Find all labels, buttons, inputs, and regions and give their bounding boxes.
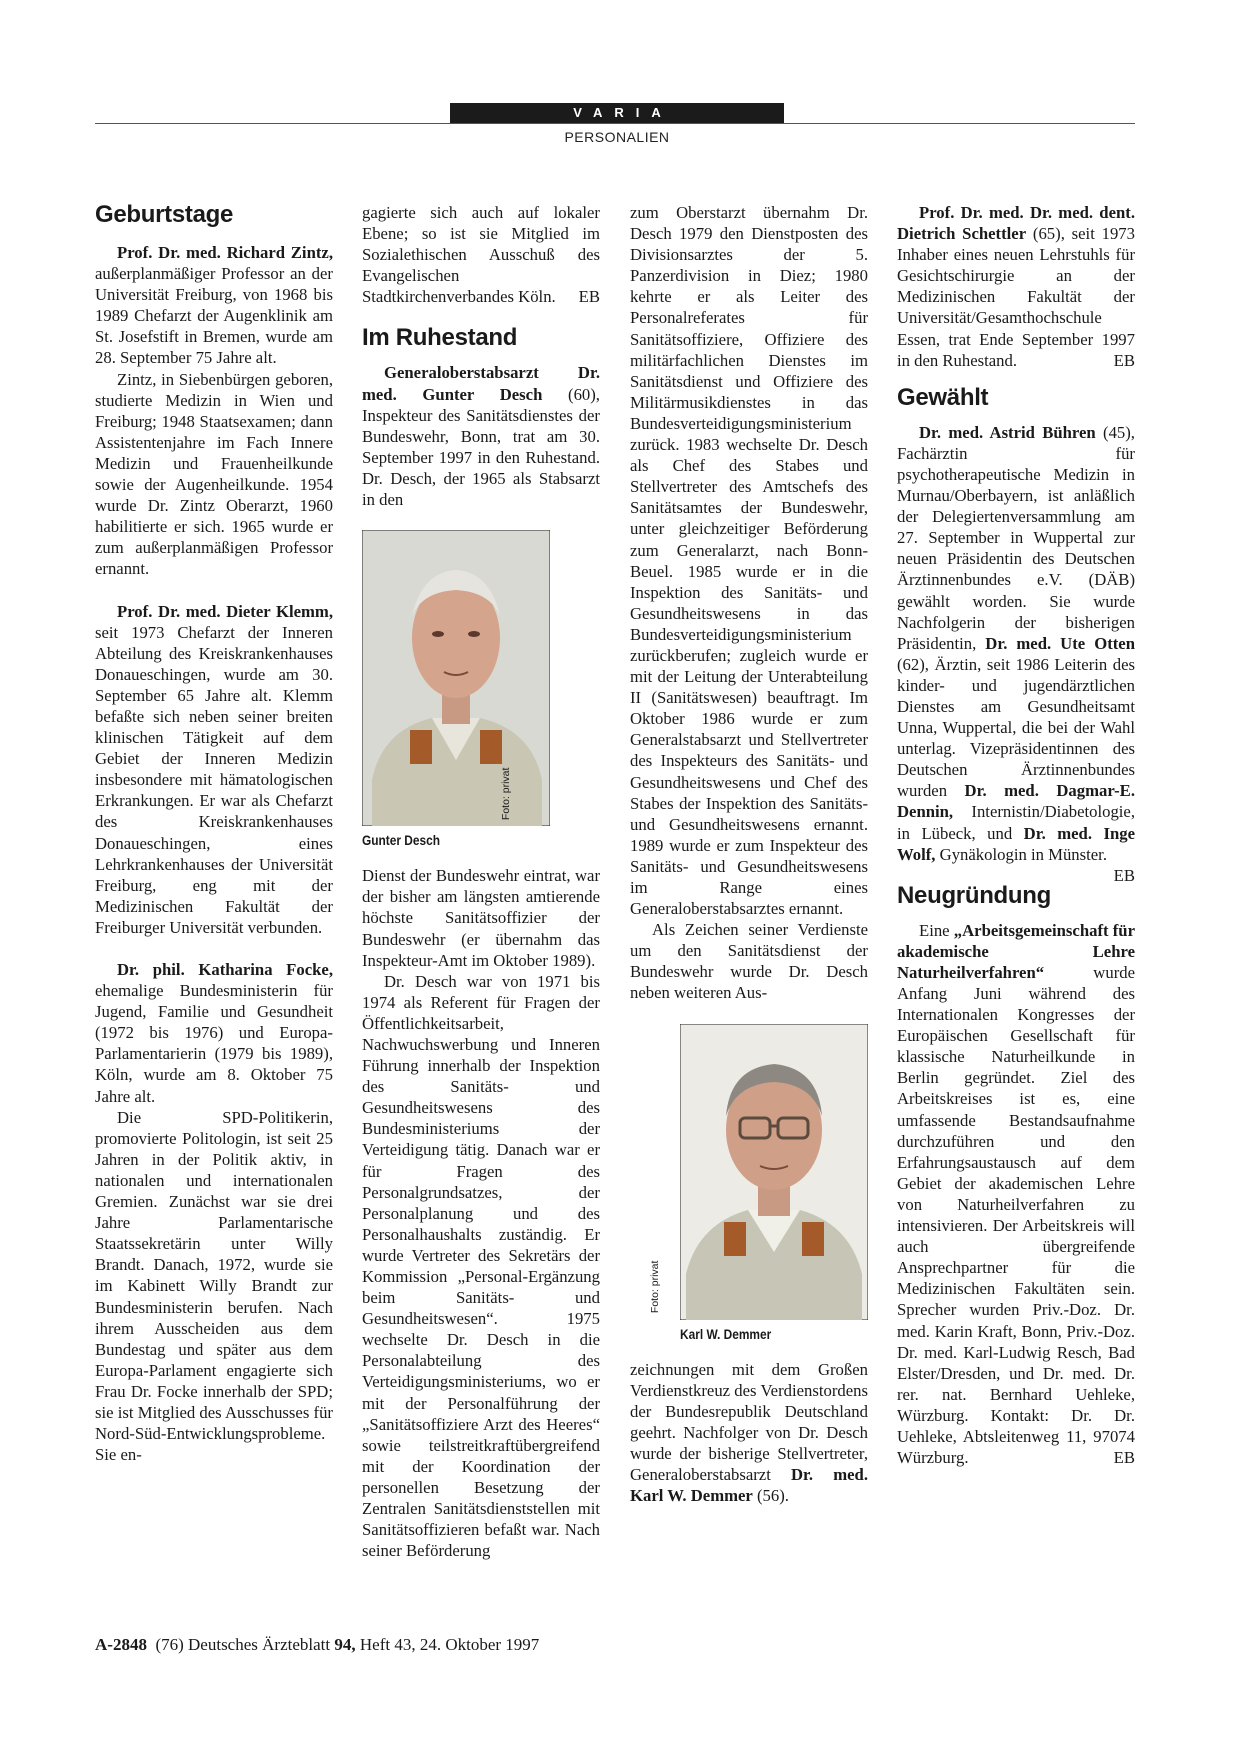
photo-frame xyxy=(362,530,550,826)
portrait-image xyxy=(362,530,550,826)
body-paragraph: Dienst der Bundeswehr eintrat, war der bisher am längsten amtierende höchste Sanitätsoffizier der Bundeswehr (er übernahm das Inspekteur-Amt im Oktober 1989). xyxy=(362,866,600,970)
author-initials: EB xyxy=(1113,865,1135,885)
body-text: (65), seit 1973 Inhaber eines neuen Lehrstuhls für Gesichtschirurgie an der Medizinischen Fakultät der Universität/Gesamthochschule Essen, trat Ende September 1997 in den Ruhestand. xyxy=(897,224,1135,370)
article-focke xyxy=(95,959,333,1107)
body-paragraph: Zintz, in Siebenbürgen geboren, studierte Medizin in Wien und Freiburg; 1948 Staatsexamen; dann Assistentenjahre im Fach Innere Medizin und Frauenheilkunde sowie der Augenheilkunde. 1954 wurde Dr. Zintz Oberarzt, 1960 habilitierte er sich. 1965 wurde er zum außerplanmäßigen Professor ernannt. xyxy=(95,369,333,579)
body-text: ehemalige Bundesministerin für Jugend, Familie und Gesundheit (1972 bis 1976) und Europa-Parlamentarierin (1979 bis 1989), Köln, wurde am 8. Oktober 75 Jahre alt. xyxy=(95,981,333,1106)
body-paragraph xyxy=(630,1359,868,1507)
author-initials: EB xyxy=(1113,350,1135,370)
body-text: (62), Ärztin, seit 1986 Leiterin des kinder- und jugendärztlichen Dienstes am Gesundheitsamt Unna, Wuppertal, die bei der Wahl unterlag. Vizepräsidentinnen des Deutschen Ärztinnenbundes wurden xyxy=(897,654,1135,801)
column-3 xyxy=(630,202,868,1506)
issue-date: Heft 43, 24. Oktober 1997 xyxy=(355,1635,540,1654)
author-initials: EB xyxy=(1113,1448,1135,1468)
heading-neugruendung: Neugründung xyxy=(897,881,1052,909)
person-name: Prof. Dr. med. Dr. med. dent. Dietrich Schettler xyxy=(897,203,1135,244)
person-name: Prof. Dr. med. Richard Zintz, xyxy=(117,243,333,262)
column-2 xyxy=(362,202,600,1561)
article-klemm xyxy=(95,601,333,939)
page-footer xyxy=(95,1635,539,1655)
journal-name: (76) Deutsches Ärzteblatt xyxy=(146,1635,335,1654)
photo-credit: Foto: privat xyxy=(648,1261,661,1314)
heading-gewaehlt: Gewählt xyxy=(897,383,989,411)
person-name: Dr. med. Inge Wolf, xyxy=(897,823,1135,864)
person-name: Dr. phil. Katharina Focke, xyxy=(117,960,333,979)
body-text: (56). xyxy=(752,1486,789,1506)
heading-geburtstage: Geburtstage xyxy=(95,201,234,228)
body-text: Internistin/Diabetologie, in Lübeck, und xyxy=(897,802,1135,843)
photo-caption: Gunter Desch xyxy=(362,832,441,849)
person-name: Dr. med. Dagmar-E. Dennin, xyxy=(897,781,1135,822)
person-name: Dr. med. Karl W. Demmer xyxy=(630,1465,869,1506)
body-paragraph xyxy=(362,202,600,307)
photo-gunter-desch xyxy=(362,530,600,851)
body-paragraph: Als Zeichen seiner Verdienste um den Sanitätsdienst der Bundeswehr wurde Dr. Desch neben weiteren Aus- xyxy=(630,920,868,1003)
heading-im-ruhestand: Im Ruhestand xyxy=(362,324,518,352)
person-name: Prof. Dr. med. Dieter Klemm, xyxy=(117,601,333,621)
body-text: gagierte sich auch auf lokaler Ebene; so ist sie Mitglied im Sozialethischen Ausschuß des Evangelischen Stadtkirchenverbandes Köln. xyxy=(362,203,600,307)
body-paragraph: Dr. Desch war von 1971 bis 1974 als Referent für Fragen der Öffentlichkeitsarbeit, Nachwuchswerbung und Inneren Führung innerhalb der Inspektion des Sanitäts- und Gesundheitswesens des Bundesministeriums der Verteidigung tätig. Danach war er für Fragen des Personalgrundsatzes, der Personalplanung und des Personalhaushalts zuständig. Er wurde Vertreter des Sekretärs der Kommission „Personal-Ergänzung beim Sanitäts- und Gesundheitswesen“. 1975 wechselte Dr. Desch in die Personalabteilung des Verteidigungsministeriums, wo er mit der Personalführung der „Sanitätsoffiziere Arzt des Heeres“ sowie teilstreitkraftübergreifend mit der Koordination der personellen Besetzung der Zentralen Sanitätsdienststellen mit Sanitätsoffizieren befaßt war. Nach seiner Beförderung xyxy=(362,971,600,1561)
photo-frame xyxy=(648,1024,868,1320)
organization-name: „Arbeitsgemeinschaft für akademische Lehre Naturheilverfahren“ xyxy=(897,920,1135,982)
body-text: Eine xyxy=(919,920,954,940)
body-text: seit 1973 Chefarzt der Inneren Abteilung des Kreiskrankenhauses Donaueschingen, wurde am 30. September 65 Jahre alt. Klemm befaßte sich neben seiner breiten klinischen Tätigkeit auf dem Gebiet der Inneren Medizin insbesondere mit hämatologischen Erkrankungen. Er war als Chefarzt des Kreiskrankenhauses Donaueschingen, eines Lehrkrankenhauses der Universität Freiburg, eng mit der Medizinischen Fakultät der Freiburger Universität verbunden. xyxy=(95,622,333,937)
person-name: Dr. med. Ute Otten xyxy=(985,633,1135,653)
article-desch xyxy=(362,362,600,510)
body-paragraph: zum Oberstarzt übernahm Dr. Desch 1979 den Dienstposten des Divisionsarztes der 5. Panzerdivision in Diez; 1980 kehrte er als Leiter des Personalreferates für Sanitätsoffiziere, Offiziere des militärfachlichen Dienstes im Sanitätsdienst und Offiziere des Militärmusikdienstes in das Bundesverteidigungsministerium zurück. 1983 wechselte Dr. Desch als Chef des Stabes und Stellvertreter des Amtschefs des Sanitätsamtes der Bundeswehr, unter gleichzeitiger Beförderung zum Generalarzt, nach Bonn-Beuel. 1985 wurde er in die Inspektion des Sanitäts- und Gesundheitswesens in das Bundesverteidigungsministerium zurückberufen; zugleich wurde er mit der Leitung der Unterabteilung II (Sanitätswesen) beauftragt. Im Oktober 1986 wurde er zum Generalstabsarzt und Stellvertreter des Inspekteurs des Sanitäts- und Gesundheitswesens und Chef des Stabes der Inspektion des Sanitäts- und Gesundheitswesens ernannt. 1989 wurde er zum Inspekteur des Sanitäts- und Gesundheitswesens im Range eines Generaloberstabsarztes ernannt. xyxy=(630,203,868,919)
portrait-image xyxy=(680,1024,868,1320)
body-paragraph: Die SPD-Politikerin, promovierte Politologin, ist seit 25 Jahren in der Politik aktiv, in nationalen und internationalen Gremien. Zunächst war sie drei Jahre Parlamentarische Staatssekretärin unter Willy Brandt. Danach, 1972, wurde sie im Kabinett Willy Brandt zur Bundesministerin berufen. Nach ihrem Ausscheiden aus dem Bundestag und später aus dem Europa-Parlament engagierte sich Frau Dr. Focke innerhalb der SPD; sie ist Mitglied des Ausschusses für Nord-Süd-Entwicklungsprobleme. Sie en- xyxy=(95,1107,333,1465)
section-label: PERSONALIEN xyxy=(564,129,670,145)
body-text: (60), Inspekteur des Sanitätsdienstes der Bundeswehr, Bonn, trat am 30. September 1997 in den Ruhestand. Dr. Desch, der 1965 als Stabsarzt in den xyxy=(362,384,600,510)
person-name: Generaloberstabsarzt Dr. med. Gunter Desch xyxy=(362,363,600,404)
category-bar: VARIA xyxy=(450,103,784,123)
author-initials: EB xyxy=(578,287,600,307)
photo-caption: Karl W. Demmer xyxy=(680,1325,772,1342)
article-schettler xyxy=(897,202,1135,371)
body-text: Gynäkologin in Münster. xyxy=(935,844,1107,864)
article-buehren xyxy=(897,422,1135,885)
volume-number: 94, xyxy=(334,1635,356,1654)
page-number: A-2848 xyxy=(95,1635,147,1654)
body-text: außerplanmäßiger Professor an der Universität Freiburg, von 1968 bis 1989 Chefarzt der Augenklinik am St. Josefstift in Bremen, wurde am 28. September 75 Jahre alt. xyxy=(95,264,333,368)
person-name: Dr. med. Astrid Bühren xyxy=(919,422,1096,442)
header-rule xyxy=(95,123,1135,124)
article-zintz xyxy=(95,242,333,369)
body-text: (45), Fachärztin für psychotherapeutische Medizin in Murnau/Oberbayern, ist anläßlich der Delegiertenversammlung am 27. September in Wuppertal zur neuen Präsidentin des Deutschen Ärztinnenbundes e.V. (DÄB) gewählt worden. Sie wurde Nachfolgerin der bisherigen Präsidentin, xyxy=(897,422,1135,653)
body-text: zeichnungen mit dem Großen Verdienstkreuz des Verdienstordens der Bundesrepublik Deutschland geehrt. Nachfolger von Dr. Desch wurde der bisherige Stellvertreter, Generaloberstabsarzt xyxy=(630,1359,868,1485)
column-4 xyxy=(897,202,1135,1468)
photo-karl-demmer xyxy=(648,1024,868,1345)
body-text: wurde Anfang Juni während des Internationalen Kongresses der Europäischen Gesellschaft für klassische Naturheilkunde in Berlin gegründet. Ziel des Arbeitskreises ist es, eine umfassende Bestandsaufnahme durchzuführen und den Erfahrungsaustausch auf dem Gebiet der akademischen Lehre von Naturheilverfahren zu intensivieren. Der Arbeitskreis will auch übergreifende Ansprechpartner für die Medizinischen Fakultäten sein. Sprecher wurden Priv.-Doz. Dr. med. Karin Kraft, Bonn, Priv.-Doz. Dr. med. Karl-Ludwig Resch, Bad Elster/Dresden, und Dr. med. Dr. rer. nat. Bernhard Uehleke, Würzburg. Kontakt: Dr. Dr. Uehleke, Abtsleitenweg 11, 97074 Würzburg. xyxy=(897,962,1135,1468)
article-neugruendung xyxy=(897,920,1135,1468)
column-1 xyxy=(95,202,333,1465)
photo-credit: Foto: privat xyxy=(500,767,513,821)
